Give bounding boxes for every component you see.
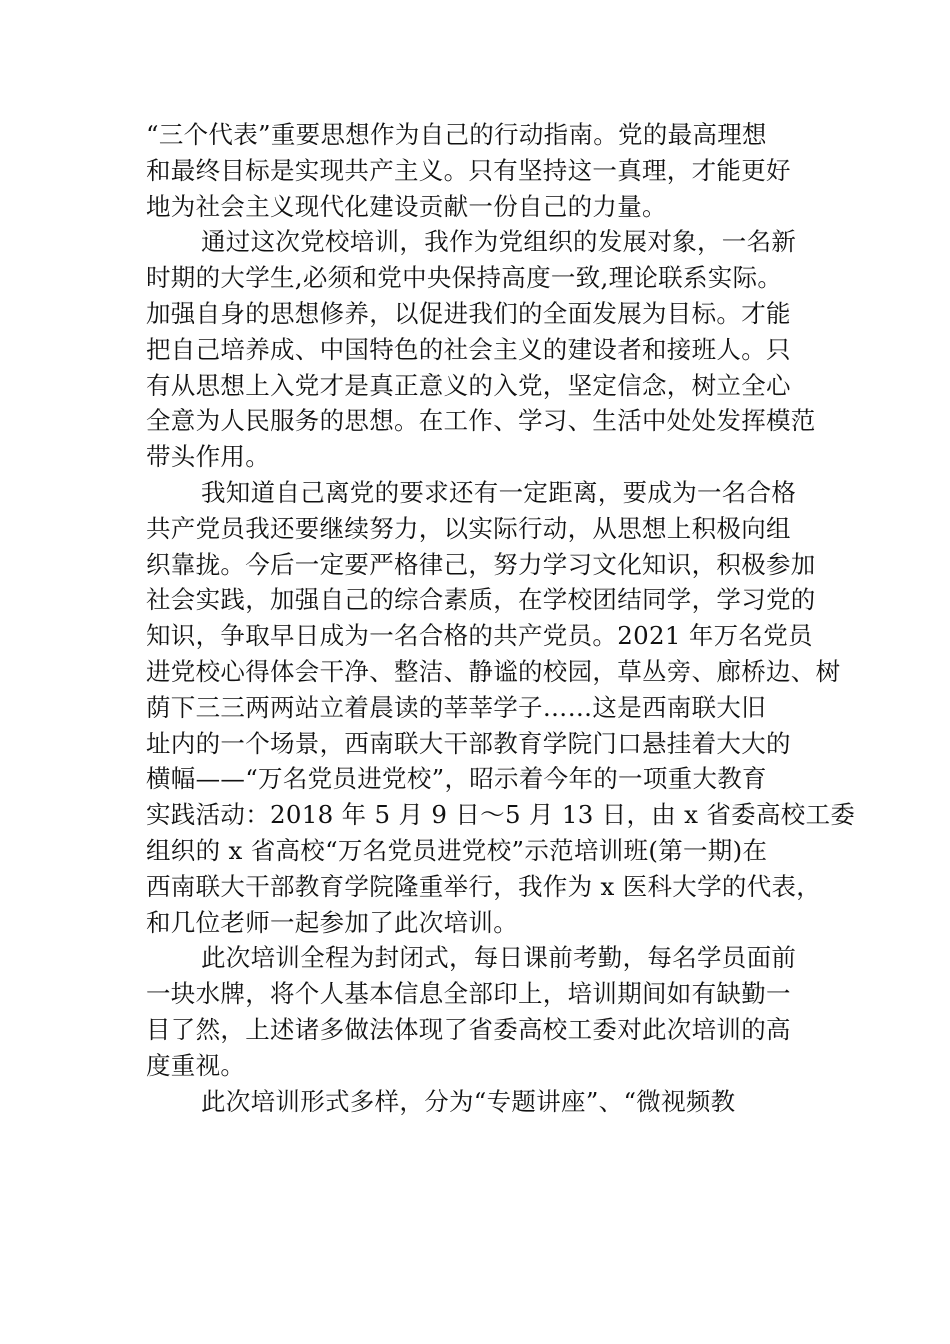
text-line: 一块水牌，将个人基本信息全部印上，培训期间如有缺勤一 [146,979,791,1009]
document-body [146,117,856,1119]
text-line: 址内的一个场景，西南联大干部教育学院门口悬挂着大大的 [146,728,791,758]
text-line: 和最终目标是实现共产主义。只有坚持这一真理，才能更好 [146,155,791,185]
text-line: 加强自身的思想修养，以促进我们的全面发展为目标。才能 [146,298,791,328]
text-line: 此次培训形式多样，分为“专题讲座”、“微视频教 [201,1086,736,1116]
paragraph [146,475,856,940]
text-line: 横幅——“万名党员进党校”，昭示着今年的一项重大教育 [146,764,767,794]
text-line: 进党校心得体会干净、整洁、静谧的校园，草丛旁、廊桥边、树 [146,656,841,686]
text-line: 共产党员我还要继续努力，以实际行动，从思想上积极向组 [146,513,791,543]
paragraph [146,117,806,224]
text-line: 全意为人民服务的思想。在工作、学习、生活中处处发挥模范 [146,406,816,436]
text-line: 知识，争取早日成为一名合格的共产党员。2021 年万名党员 [146,621,813,651]
text-line: 度重视。 [146,1050,246,1080]
text-line: 组织的 x 省高校“万名党员进党校”示范培训班(第一期)在 [146,835,768,865]
text-line: 和几位老师一起参加了此次培训。 [146,907,518,937]
text-line: 通过这次党校培训，我作为党组织的发展对象，一名新 [201,227,797,257]
text-line: 把自己培养成、中国特色的社会主义的建设者和接班人。只 [146,334,791,364]
text-line: 我知道自己离党的要求还有一定距离，要成为一名合格 [201,477,797,507]
text-line: 时期的大学生,必须和党中央保持高度一致,理论联系实际。 [146,263,783,293]
text-line: 西南联大干部教育学院隆重举行，我作为 x 医科大学的代表， [146,871,822,901]
paragraph [146,940,806,1083]
text-line: 织靠拢。今后一定要严格律己，努力学习文化知识，积极参加 [146,549,816,579]
text-line: 荫下三三两两站立着晨读的莘莘学子……这是西南联大旧 [146,692,766,722]
text-line: 此次培训全程为封闭式，每日课前考勤，每名学员面前 [201,943,797,973]
text-line: 有从思想上入党才是真正意义的入党，坚定信念，树立全心 [146,370,791,400]
paragraph [146,1084,806,1120]
text-line: 实践活动：2018 年 5 月 9 日～5 月 13 日，由 x 省委高校工委 [146,800,856,830]
text-line: 地为社会主义现代化建设贡献一份自己的力量。 [146,191,667,221]
text-line: 带头作用。 [146,442,270,472]
paragraph [146,224,816,475]
text-line: “三个代表”重要思想作为自己的行动指南。党的最高理想 [146,120,767,149]
text-line: 社会实践，加强自己的综合素质，在学校团结同学，学习党的 [146,585,816,615]
text-line: 目了然，上述诸多做法体现了省委高校工委对此次培训的高 [146,1014,791,1044]
